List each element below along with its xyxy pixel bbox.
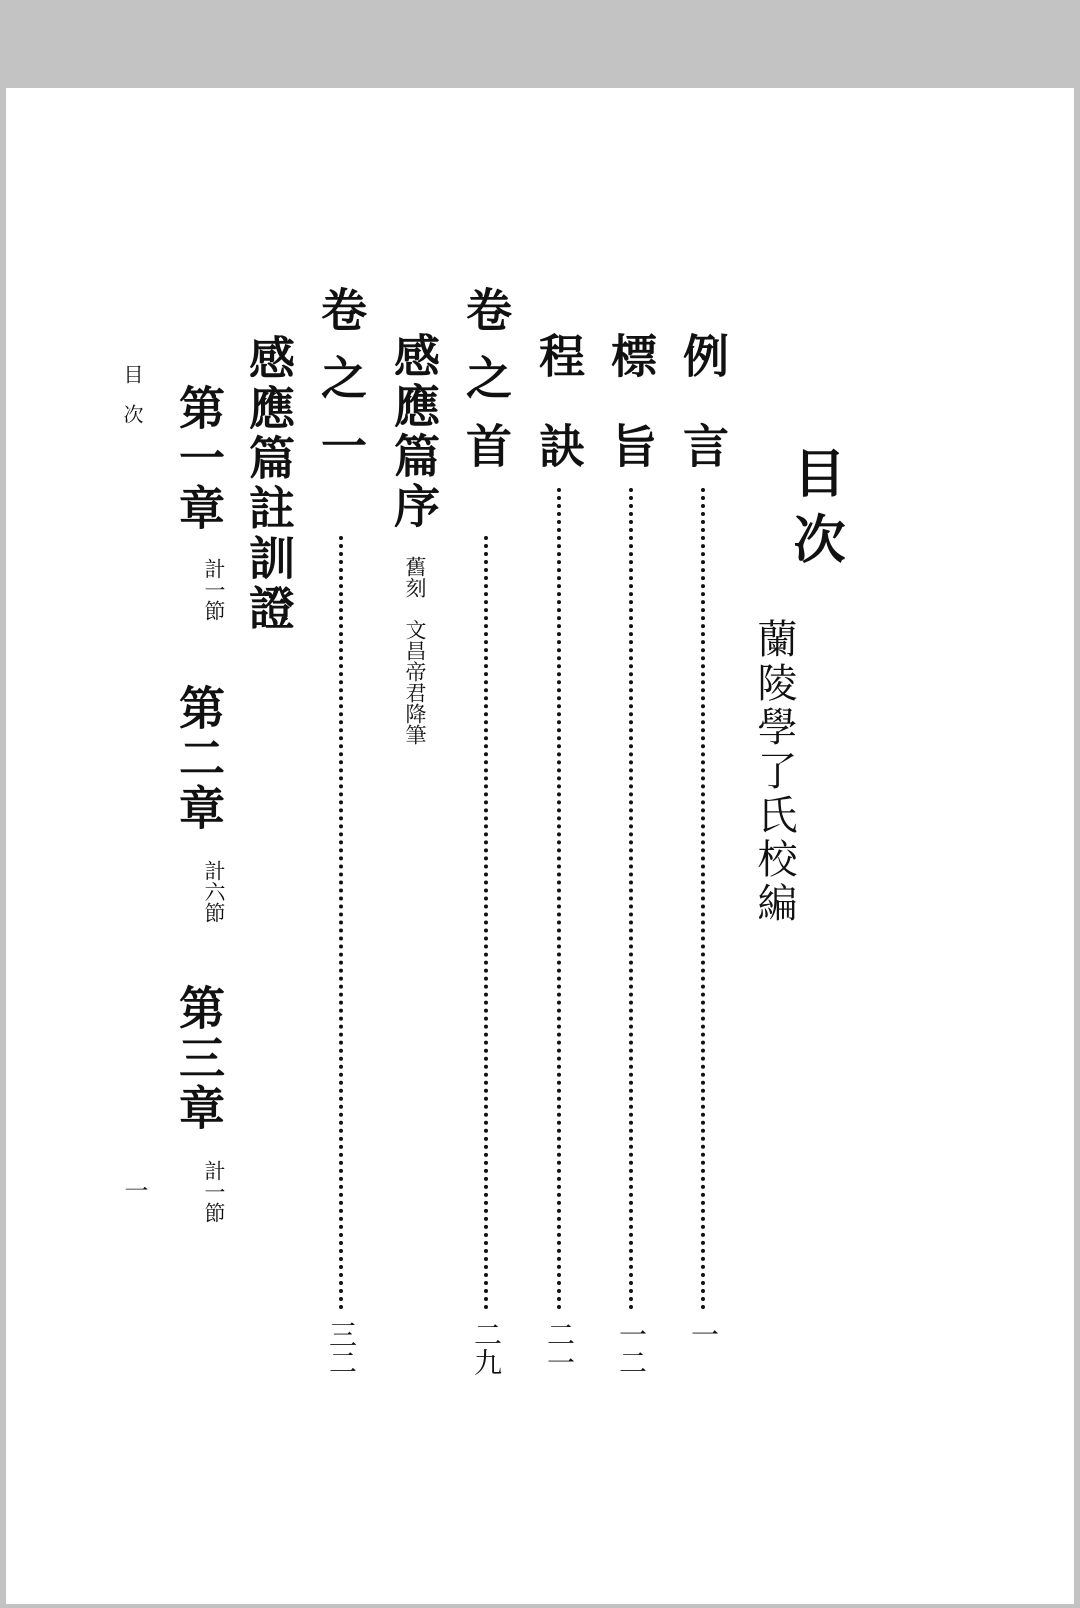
toc-entry-chengjue: 程訣 bbox=[532, 332, 586, 512]
toc-entry-liyan: 例言 bbox=[676, 332, 730, 512]
chapter-count: 計一節 bbox=[202, 1160, 226, 1223]
toc-entry-juan1: 卷之一 bbox=[314, 286, 368, 490]
page-number: 一 bbox=[687, 1320, 720, 1348]
book-page bbox=[6, 88, 1074, 1604]
folio-number: 一 bbox=[120, 1178, 148, 1202]
dot-leader bbox=[701, 488, 705, 1310]
dot-leader bbox=[484, 536, 488, 1310]
toc-chapter-1: 第一章 bbox=[172, 384, 226, 534]
author-line: 蘭陵學了氏校編 bbox=[751, 618, 797, 926]
chapter-count: 計一節 bbox=[202, 558, 226, 621]
page-number: 二九 bbox=[470, 1320, 503, 1376]
dot-leader bbox=[339, 536, 343, 1310]
toc-chapter-2: 第二章 bbox=[172, 684, 226, 834]
running-head: 目 次 bbox=[120, 364, 144, 424]
toc-entry-xu: 感應篇序 bbox=[387, 332, 441, 532]
dot-leader bbox=[557, 488, 561, 1310]
toc-chapter-3: 第三章 bbox=[172, 984, 226, 1134]
chapter-count: 計六節 bbox=[202, 860, 226, 923]
toc-entry-juanshou: 卷之首 bbox=[459, 286, 513, 490]
dot-leader bbox=[629, 488, 633, 1310]
toc-entry-biaozhi: 標旨 bbox=[604, 332, 658, 512]
page-number: 一二 bbox=[615, 1320, 648, 1376]
preface-note: 舊刻 文昌帝君降筆 bbox=[403, 556, 427, 745]
page-number: 二一 bbox=[543, 1320, 576, 1376]
page-title: 目次 bbox=[784, 446, 845, 578]
toc-entry-zhuxun: 感應篇註訓證 bbox=[242, 334, 296, 634]
page-number: 三二 bbox=[325, 1320, 358, 1376]
